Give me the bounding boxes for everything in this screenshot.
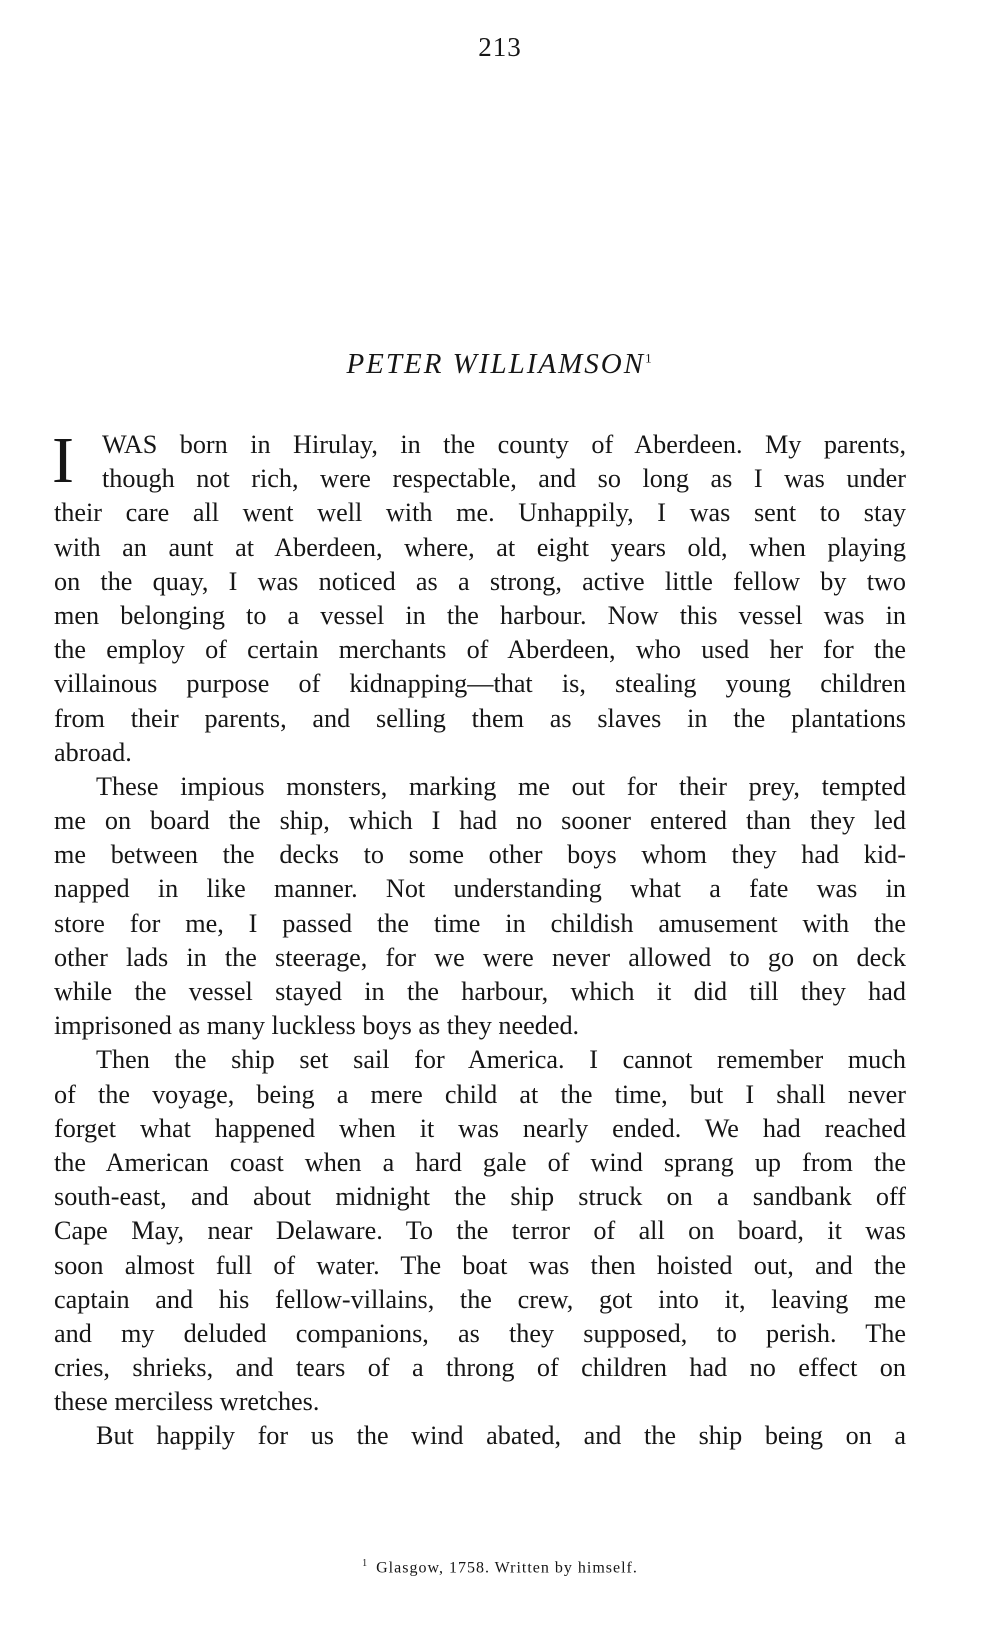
footnote-marker: 1 — [362, 1558, 369, 1569]
text-line: Then the ship set sail for America. I cannot remember much — [96, 1045, 906, 1075]
text-line: while the vessel stayed in the harbour, which it did till they had — [54, 977, 906, 1006]
text-line: forget what happened when it was nearly ended. We had reached — [54, 1113, 906, 1143]
text-line: napped in like manner. Not understanding what a fate was in — [54, 874, 906, 904]
text-line: But happily for us the wind abated, and the ship being on a — [96, 1421, 906, 1451]
text-line: men belonging to a vessel in the harbour. Now this vessel was in — [54, 600, 906, 630]
text-line: with an aunt at Aberdeen, where, at eight years old, when playing — [54, 532, 906, 562]
text-line: villainous purpose of kidnapping—that is, stealing young children — [54, 669, 906, 699]
text-line: store for me, I passed the time in childish amusement with the — [54, 908, 906, 938]
footnote-text: Glasgow, 1758. Written by himself. — [376, 1559, 638, 1577]
text-line: their care all went well with me. Unhappily, I was sent to stay — [54, 498, 906, 528]
text-line: imprisoned as many luckless boys as they needed. — [54, 1011, 580, 1041]
paragraph-1 — [52, 424, 906, 770]
chapter-title-text: PETER WILLIAMSON — [346, 348, 646, 380]
text-line: cries, shrieks, and tears of a throng of children had no effect on — [54, 1353, 906, 1383]
footnote-reference: 1 — [645, 350, 654, 366]
text-line: south-east, and about midnight the ship struck on a sandbank off — [54, 1182, 906, 1212]
paragraph-4 — [54, 1419, 906, 1453]
page-number: 213 — [478, 32, 522, 62]
text-line: me on board the ship, which I had no sooner entered than they led — [54, 806, 906, 836]
paragraph-2 — [54, 770, 906, 1044]
text-line: other lads in the steerage, for we were never allowed to go on deck — [54, 942, 906, 972]
body-text — [52, 424, 906, 1454]
text-line: these merciless wretches. — [54, 1387, 320, 1417]
text-line: from their parents, and selling them as slaves in the plantations — [54, 703, 906, 733]
paragraph-3 — [54, 1043, 906, 1419]
text-line: the employ of certain merchants of Aberdeen, who used her for the — [54, 635, 906, 665]
footnote — [0, 1558, 1000, 1577]
text-line: captain and his fellow-villains, the crew, got into it, leaving me — [54, 1284, 906, 1314]
text-line: me between the decks to some other boys whom they had kid- — [54, 840, 906, 870]
text-line: the American coast when a hard gale of wind sprang up from the — [54, 1147, 906, 1177]
chapter-title — [0, 348, 1000, 381]
drop-cap: I — [52, 424, 74, 497]
text-line: abroad. — [54, 737, 132, 767]
text-line: on the quay, I was noticed as a strong, active little fellow by two — [54, 566, 906, 596]
text-line: of the voyage, being a mere child at the time, but I shall never — [54, 1079, 906, 1109]
text-line: These impious monsters, marking me out for their prey, tempted — [96, 771, 906, 801]
text-line: and my deluded companions, as they supposed, to perish. The — [54, 1318, 906, 1348]
text-line: WAS born in Hirulay, in the county of Aberdeen. My parents, — [102, 430, 906, 459]
text-line: soon almost full of water. The boat was then hoisted out, and the — [54, 1250, 906, 1280]
text-line: though not rich, were respectable, and so long as I was under — [102, 464, 906, 494]
text-line: Cape May, near Delaware. To the terror of all on board, it was — [54, 1216, 906, 1246]
